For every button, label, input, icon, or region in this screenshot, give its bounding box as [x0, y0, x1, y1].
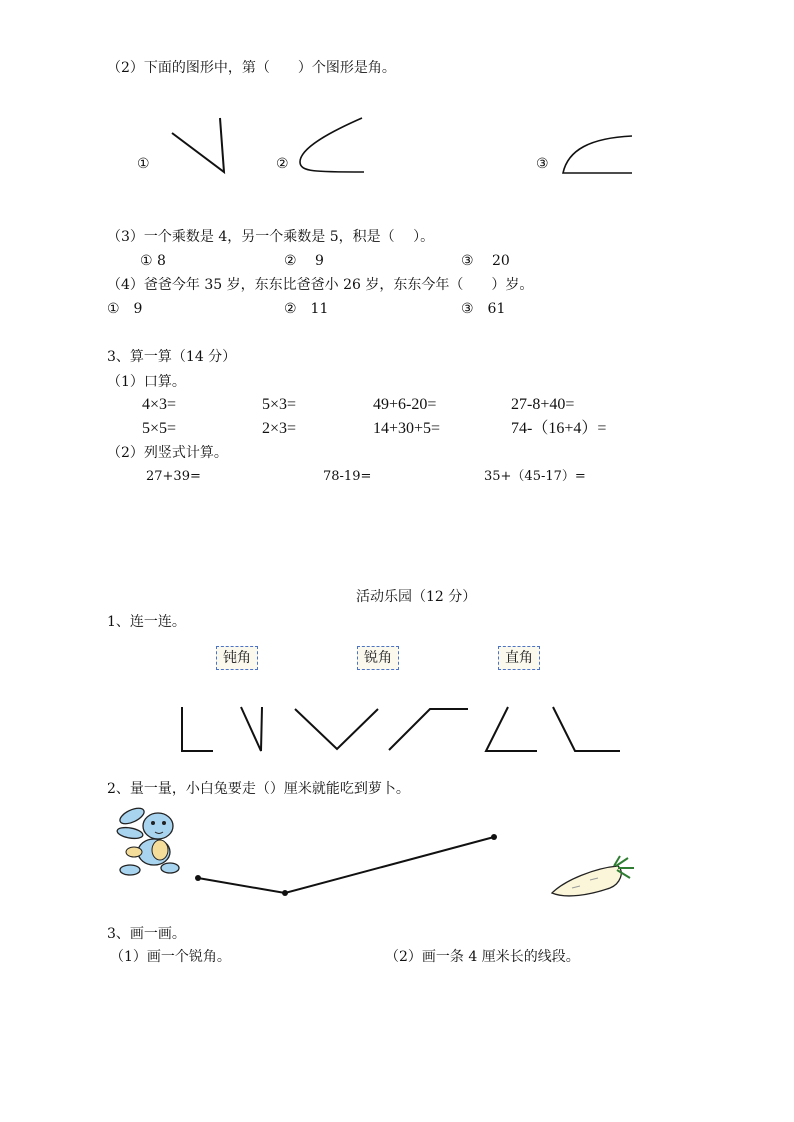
vertical-item: 78-19=: [323, 469, 372, 484]
question-2-stem: （2）下面的图形中，第（ ）个图形是角。: [107, 60, 396, 76]
obtuse-angle-figure-1: [295, 709, 378, 749]
figure-3-curved-shape: [563, 136, 632, 173]
rabbit-path-broken-line: [195, 834, 497, 896]
oral-item: 74-（16+4）=: [511, 420, 607, 437]
tag-acute-angle: 锐角: [357, 646, 399, 670]
oral-item: 4×3=: [142, 396, 177, 413]
radish-illustration: [552, 856, 634, 896]
question-3-stem: （3）一个乘数是 4，另一个乘数是 5，积是（ ）。: [107, 229, 435, 245]
oral-item: 27-8+40=: [511, 396, 575, 413]
section-3-title: 3、算一算（14 分）: [107, 349, 237, 365]
activity-title: 活动乐园（12 分）: [356, 589, 477, 605]
obtuse-angle-figure-2: [389, 709, 468, 750]
question-4-stem: （4）爸爸今年 35 岁，东东比爸爸小 26 岁，东东今年（ ）岁。: [107, 277, 534, 293]
right-angle-figure-1: [182, 707, 213, 751]
question-3-option-2: ② 9: [284, 253, 324, 269]
question-4-option-3: ③ 61: [461, 301, 506, 317]
vertical-calc-title: （2）列竖式计算。: [107, 445, 228, 461]
tag-right-angle: 直角: [498, 646, 540, 670]
question-3-option-1: ① 8: [140, 253, 166, 269]
tag-obtuse-angle: 钝角: [216, 646, 258, 670]
figure-1-label: ①: [137, 156, 150, 172]
oral-item: 2×3=: [262, 420, 297, 437]
question-3-option-3: ③ 20: [461, 253, 510, 269]
vertical-item: 35+（45-17）=: [484, 469, 586, 484]
oral-item: 5×5=: [142, 420, 177, 437]
acute-angle-figure-1: [241, 707, 262, 751]
oral-calc-title: （1）口算。: [107, 374, 186, 390]
figure-1-angle: [172, 118, 224, 172]
activity-q3-title: 3、画一画。: [107, 926, 186, 942]
figure-2-curved-shape: [300, 118, 364, 172]
activity-q3-1: （1）画一个锐角。: [110, 949, 231, 965]
oral-item: 5×3=: [262, 396, 297, 413]
oral-item: 49+6-20=: [373, 396, 437, 413]
vertical-item: 27+39=: [146, 469, 201, 484]
question-4-option-2: ② 11: [284, 301, 329, 317]
figure-2-label: ②: [276, 156, 289, 172]
rabbit-illustration: [116, 805, 179, 875]
angle-lines-for-matching: [182, 707, 620, 751]
acute-angle-figure-2: [486, 707, 537, 751]
obtuse-angle-figure-3: [553, 707, 620, 751]
oral-item: 14+30+5=: [373, 420, 441, 437]
activity-q2-title: 2、量一量，小白兔要走（）厘米就能吃到萝卜。: [107, 781, 410, 797]
activity-q1-title: 1、连一连。: [107, 614, 186, 630]
question-4-option-1: ① 9: [107, 301, 143, 317]
activity-q3-2: （2）画一条 4 厘米长的线段。: [385, 949, 580, 965]
figure-3-label: ③: [536, 156, 549, 172]
